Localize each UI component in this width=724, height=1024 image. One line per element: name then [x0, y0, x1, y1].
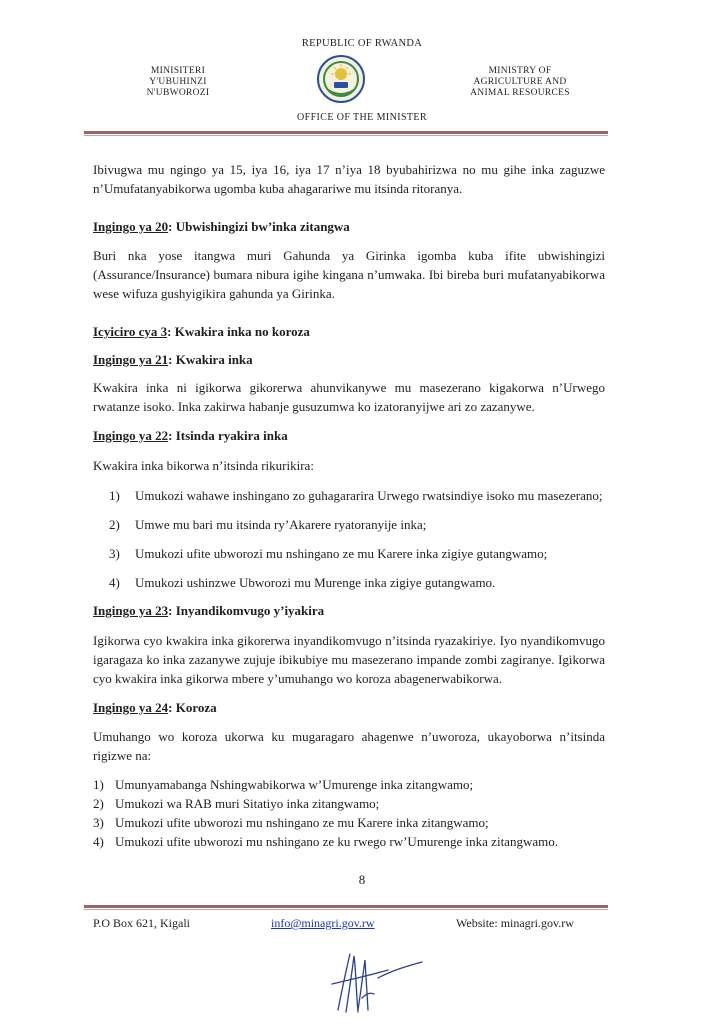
article-label: Ingingo ya 21 — [93, 352, 169, 367]
ministry-name-kinyarwanda — [118, 66, 238, 99]
list-item — [93, 515, 605, 534]
list-number: 3) — [93, 815, 104, 830]
section-label: Icyiciro cya 3 — [93, 324, 168, 339]
list-text: Umwe mu bari mu itsinda ry’Akarere ryatoranyije inka; — [135, 517, 427, 532]
list-text: Umukozi wa RAB muri Sitatiyo inka zitangwamo; — [115, 796, 380, 811]
list-item — [93, 832, 605, 851]
ministry-eng-line: ANIMAL RESOURCES — [470, 88, 570, 98]
article-label: Ingingo ya 20 — [93, 219, 169, 234]
article-title: : Inyandikomvugo y’iyakira — [168, 603, 325, 618]
rwanda-seal-icon — [316, 54, 366, 104]
footer-address: P.O Box 621, Kigali — [93, 916, 191, 930]
ministry-kin-line: N'UBWOROZI — [146, 88, 210, 98]
article-24-text: Umuhango wo koroza ukorwa ku mugaragaro ahagenwe n’uworoza, ukayoborwa n’itsinda rigizwe na: — [93, 729, 605, 763]
article-24-heading — [93, 698, 605, 717]
list-number: 1) — [93, 777, 104, 792]
ministry-name-english — [450, 66, 590, 99]
list-number: 3) — [109, 546, 120, 561]
list-text: Umukozi ufite ubworozi mu nshingano ze ku rwego rw’Umurenge inka zitangwamo. — [115, 834, 558, 849]
list-item — [93, 573, 605, 592]
article-20-heading — [93, 217, 605, 236]
list-item — [93, 794, 605, 813]
footer-rule-thin — [84, 909, 608, 910]
footer-email-link[interactable]: info@minagri.gov.rw — [271, 916, 375, 930]
republic-title: REPUBLIC OF RWANDA — [301, 38, 423, 49]
list-number: 2) — [109, 517, 120, 532]
article-label: Ingingo ya 22 — [93, 428, 169, 443]
article-22-text: Kwakira inka bikorwa n’itsinda rikurikira: — [93, 458, 314, 473]
list-number: 2) — [93, 796, 104, 811]
ministry-eng-line: MINISTRY OF — [488, 66, 552, 76]
list-text: Umunyamabanga Nshingwabikorwa w’Umurenge inka zitangwamo; — [115, 777, 474, 792]
footer-website: Website: minagri.gov.rw — [456, 916, 574, 930]
list-item — [93, 544, 605, 563]
signature-icon — [318, 940, 428, 1020]
list-text: Umukozi ufite ubworozi mu nshingano ze mu Karere inka zitangwamo; — [115, 815, 489, 830]
article-title: : Itsinda ryakira inka — [168, 428, 288, 443]
section-3-heading — [93, 322, 605, 341]
article-23-text: Igikorwa cyo kwakira inka gikorerwa inyandikomvugo n’itsinda ryazakiriye. Iyo nyandikomvugo igaragaza ko inka zazanywe zujuje ibikubiye mu masezerano impande zombi zagiranye. Igikorwa cyo kwakira inka gikorwa mbere y’umuhango wo koroza abagenerwabikorwa. — [93, 633, 605, 686]
list-item — [93, 486, 605, 505]
article-22-list — [93, 486, 605, 592]
article-22-heading — [93, 426, 605, 445]
list-number: 1) — [109, 488, 120, 503]
footer-rule — [84, 905, 608, 908]
page-number: 8 — [358, 872, 366, 887]
list-text: Umukozi ufite ubworozi mu nshingano ze mu Karere inka zigiye gutangwamo; — [135, 546, 548, 561]
article-20-text: Buri nka yose itangwa muri Gahunda ya Girinka igomba kuba ifite ubwishingizi (Assurance/Insurance) bumara nibura igihe kingana n’umwaka. Ibi bireba buri mufatanyabikorwa wese wifuza gushyigikira gahunda ya Girinka. — [93, 248, 605, 301]
article-23-heading — [93, 601, 605, 620]
header-rule — [84, 131, 608, 134]
ministry-kin-line: Y'UBUHINZI — [149, 77, 207, 87]
list-number: 4) — [93, 834, 104, 849]
header-rule-thin — [84, 135, 608, 136]
article-label: Ingingo ya 24 — [93, 700, 169, 715]
document-body — [93, 160, 605, 851]
list-number: 4) — [109, 575, 120, 590]
article-title: : Kwakira inka — [168, 352, 253, 367]
intro-paragraph: Ibivugwa mu ngingo ya 15, iya 16, iya 17 n’iya 18 byubahirizwa no mu gihe inka zaguzwe n’Umufatanyabikorwa ugomba kuba ahagarariwe mu itsinda ritoranya. — [93, 162, 605, 196]
article-label: Ingingo ya 23 — [93, 603, 169, 618]
list-item — [93, 775, 605, 794]
article-24-list — [93, 775, 605, 851]
list-text: Umukozi ushinzwe Ubworozi mu Murenge inka zigiye gutangwamo. — [135, 575, 496, 590]
ministry-kin-line: MINISITERI — [150, 66, 206, 76]
ministry-eng-line: AGRICULTURE AND — [473, 77, 567, 87]
article-title: : Koroza — [168, 700, 217, 715]
article-title: : Ubwishingizi bw’inka zitangwa — [168, 219, 350, 234]
list-item — [93, 813, 605, 832]
section-title: : Kwakira inka no koroza — [167, 324, 310, 339]
office-title: OFFICE OF THE MINISTER — [296, 112, 428, 123]
article-21-text: Kwakira inka ni igikorwa gikorerwa ahunvikanywe mu masezerano kigakorwa n’Urwego rwatanze isoko. Inka zakirwa habanje gusuzumwa ko izatoranyijwe ari zo zazanywe. — [93, 380, 605, 414]
list-text: Umukozi wahawe inshingano zo guhagararira Urwego rwatsindiye isoko mu masezerano; — [135, 488, 603, 503]
article-21-heading — [93, 350, 605, 369]
